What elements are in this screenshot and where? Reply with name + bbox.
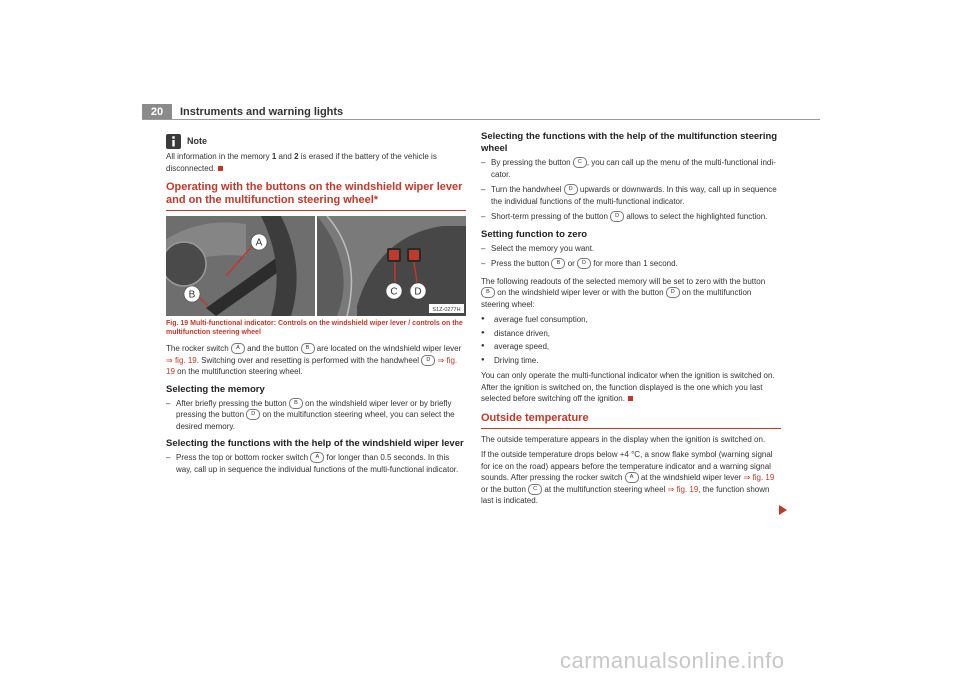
instruction-step: – Press the button B or D for more than 1 second. [481, 258, 781, 270]
wiper-lever-photo [166, 216, 315, 316]
page-number: 20 [142, 104, 172, 120]
instruction-step: – By pressing the button C , you can call up the menu of the multi-functional indi-cator. [481, 157, 781, 180]
note-title: Note [187, 135, 207, 146]
instruction-step: – After briefly pressing the button B on the windshield wiper lever or by briefly pressing the button D on the multifunction steering wheel, you can select the desired memory. [166, 398, 466, 433]
callout-d: D [414, 286, 422, 298]
key-b: B [301, 343, 315, 354]
figure-link[interactable]: fig. 19 [752, 473, 775, 482]
figure-link[interactable]: fig. 19 [166, 355, 458, 376]
watermark: carmanualsonline.info [560, 648, 785, 673]
heading-wheel-functions: Selecting the functions with the help of the multifunction steering wheel [481, 131, 778, 154]
instruction-step: – Press the top or bottom rocker switch A for longer than 0.5 seconds. In this way, call up in sequence the individual functions of the multi-functional indicator. [166, 452, 466, 475]
end-of-section-icon [628, 396, 633, 401]
ignition-paragraph: You can only operate the multi-functional indicator when the ignition is switched on. After the ignition is switched on, the function displayed is the one which you last selected before switching off the ignition. [481, 371, 775, 403]
figure-19 [166, 216, 466, 316]
instruction-step: – Turn the handwheel D upwards or downwards. In this way, call up in sequence the individual functions of the multi-functional indicator. [481, 184, 781, 207]
steering-wheel-photo [317, 216, 466, 316]
heading-selecting-memory: Selecting the memory [166, 383, 265, 395]
figure-link[interactable]: fig. 19 [174, 355, 197, 365]
outside-temp-paragraph: The outside temperature appears in the display when the ignition is switched on. [481, 434, 766, 444]
callout-b: B [188, 289, 196, 301]
key-a: A [231, 343, 245, 354]
key-d: D [421, 355, 435, 366]
info-icon [166, 134, 181, 149]
next-page-arrow-icon[interactable] [779, 505, 787, 515]
callout-a: A [255, 237, 263, 249]
instruction-step: – Short-term pressing of the button D allows to select the highlighted function. [481, 211, 781, 223]
list-item: ● distance driven, [481, 328, 781, 340]
callout-c: C [390, 286, 398, 298]
list-item: ● Driving time. [481, 355, 781, 367]
chapter-title: Instruments and warning lights [180, 106, 344, 118]
reset-paragraph: The following readouts of the selected memory will be set to zero with the button B on the windshield wiper lever or with the button D on the multifunction steering wheel: [481, 276, 766, 309]
left-column [166, 134, 466, 479]
header-divider [142, 119, 820, 120]
figure-link[interactable]: fig. 19 [676, 484, 699, 494]
right-column [481, 131, 781, 511]
note-heading [166, 134, 466, 149]
section-heading-operating: Operating with the buttons on the windshield wiper lever and on the multifunction steering wheel* [166, 181, 466, 211]
heading-setting-zero: Setting function to zero [481, 228, 588, 240]
figure-caption: Fig. 19 Multi-functional indicator: Controls on the windshield wiper lever / controls on the multifunction steering wheel [166, 320, 463, 336]
end-of-section-icon [218, 166, 223, 171]
figure-code: S1Z-0277H [432, 307, 461, 313]
list-item: ● average fuel consumption, [481, 314, 781, 326]
heading-wiper-functions: Selecting the functions with the help of the windshield wiper lever [166, 438, 464, 449]
list-item: ● average speed, [481, 341, 781, 353]
intro-paragraph: The rocker switch A and the button B are located on the windshield wiper lever ⇒ fig. 19. Switching over and resetting is performed with the handwheel D ⇒ fig. 19 on the multifunction steering wheel. [166, 344, 462, 376]
ice-warning-paragraph: If the outside temperature drops below +4 °C, a snow flake symbol (warning signal for ice on the road) appears before the temperature indicator and a warning signal sounds. After pressing the rocker switch A at the windshield wiper lever ⇒ fig. 19 or the button C at the multifunction steering wheel ⇒ fig. 19, the function shown last is indicated. [481, 450, 775, 505]
reference-arrow-icon: ⇒ [166, 355, 173, 365]
section-heading-outside-temperature: Outside temperature [481, 412, 781, 429]
instruction-step: – Select the memory you want. [481, 243, 781, 255]
note-text: All information in the memory 1 and 2 is erased if the battery of the vehicle is disconnected. [166, 152, 437, 173]
